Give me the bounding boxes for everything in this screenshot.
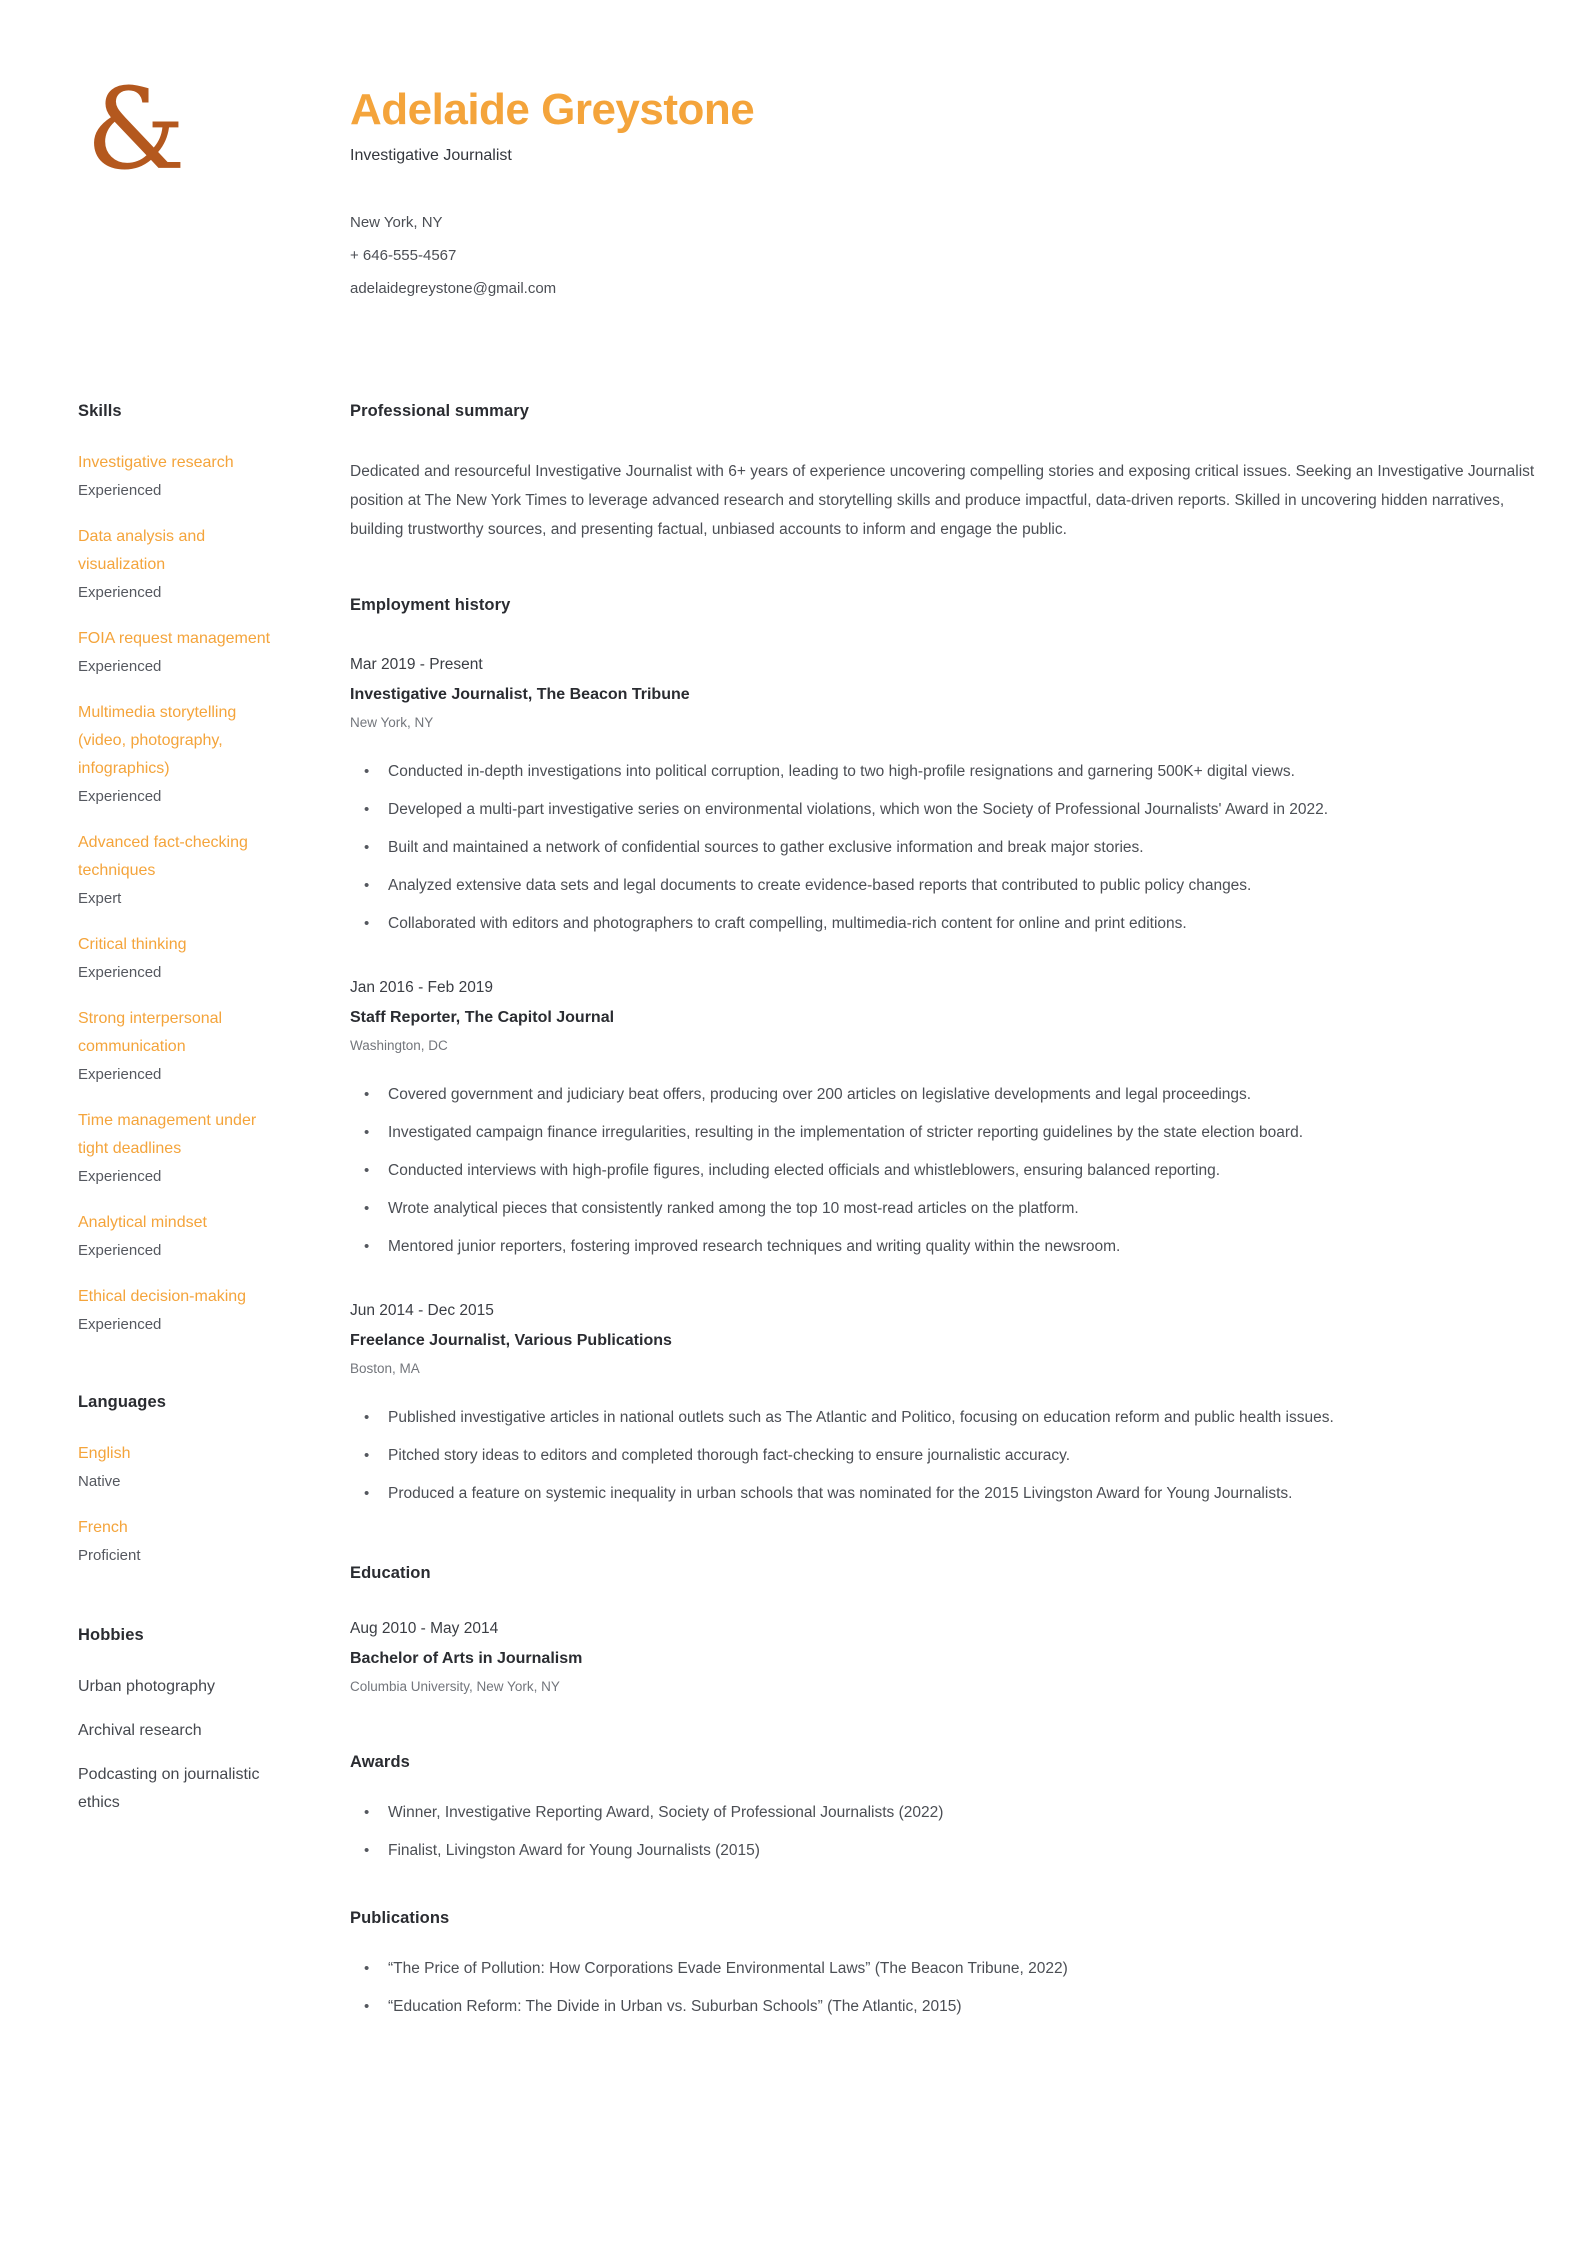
award-item: • Finalist, Livingston Award for Young Journalists (2015) [350, 1836, 1548, 1865]
skill-item [78, 1005, 288, 1089]
skill-item [78, 449, 288, 505]
skill-name: FOIA request management [78, 630, 271, 648]
skill-level: Experienced [78, 584, 162, 602]
skill-level: Experienced [78, 482, 162, 500]
job-role: Freelance Journalist, Various Publications [350, 1332, 672, 1350]
job-entry [350, 653, 1548, 938]
job-dates: Jun 2014 - Dec 2015 [350, 1302, 494, 1320]
publication-item: • “Education Reform: The Divide in Urban vs. Suburban Schools” (The Atlantic, 2015) [350, 1992, 1548, 2021]
job-location: Washington, DC [350, 1038, 448, 1054]
logo-cell [78, 65, 350, 195]
skill-name: Analytical mindset [78, 1214, 207, 1232]
skill-item [78, 699, 288, 811]
job-dates: Mar 2019 - Present [350, 656, 483, 674]
content-columns [78, 402, 1558, 2030]
job-bullet: • Collaborated with editors and photographers to craft compelling, multimedia-rich content for online and print editions. [350, 909, 1548, 938]
job-bullet: • Analyzed extensive data sets and legal documents to create evidence-based reports that contributed to public policy changes. [350, 871, 1548, 900]
language-item [78, 1514, 288, 1570]
summary-text: Dedicated and resourceful Investigative Journalist with 6+ years of experience uncovering compelling stories and exposing critical issues. Seeking an Investigative Journalist position at The New York Times to leverage advanced research and storytelling skills and produce impactful, data-driven reports. Skilled in uncovering hidden narratives, building trustworthy sources, and presenting factual, unbiased accounts to inform and engage the public. [350, 463, 1535, 539]
job-bullet: • Developed a multi-part investigative series on environmental violations, which won the Society of Professional Journalists' Award in 2022. [350, 795, 1548, 824]
job-entry [350, 976, 1548, 1261]
skill-level: Experienced [78, 964, 162, 982]
job-bullets [350, 757, 1548, 938]
job-bullet: • Wrote analytical pieces that consistently ranked among the top 10 most-read articles on the platform. [350, 1194, 1548, 1223]
main-column [350, 402, 1558, 2030]
job-location: Boston, MA [350, 1361, 420, 1377]
hobbies-section [78, 1626, 288, 1817]
skill-name: Data analysis and visualization [78, 528, 206, 574]
job-bullet: • Investigated campaign finance irregularities, resulting in the implementation of stricter reporting guidelines by the state election board. [350, 1118, 1548, 1147]
skill-name: Advanced fact-checking techniques [78, 834, 248, 880]
skill-item [78, 931, 288, 987]
skills-list [78, 449, 288, 1339]
education-degree: Bachelor of Arts in Journalism [350, 1650, 583, 1668]
publications-section [350, 1909, 1548, 2021]
skill-item [78, 829, 288, 913]
contact-location: New York, NY [350, 214, 443, 232]
skill-name: Investigative research [78, 454, 234, 472]
skill-item [78, 1283, 288, 1339]
job-location: New York, NY [350, 715, 434, 731]
language-name: English [78, 1445, 131, 1463]
language-level: Native [78, 1473, 121, 1491]
skills-heading: Skills [78, 402, 122, 421]
award-item: • Winner, Investigative Reporting Award, Society of Professional Journalists (2022) [350, 1798, 1548, 1827]
languages-section [78, 1393, 288, 1570]
job-entry [350, 1299, 1548, 1508]
education-dates: Aug 2010 - May 2014 [350, 1620, 499, 1638]
publications-heading: Publications [350, 1909, 450, 1928]
job-bullet: • Covered government and judiciary beat offers, producing over 200 articles on legislative developments and legal proceedings. [350, 1080, 1548, 1109]
summary-section [350, 402, 1548, 544]
languages-list [78, 1440, 288, 1570]
publication-item: • “The Price of Pollution: How Corporations Evade Environmental Laws” (The Beacon Tribune, 2022) [350, 1954, 1548, 1983]
summary-heading: Professional summary [350, 402, 529, 421]
skill-item [78, 523, 288, 607]
contact-email: adelaidegreystone@gmail.com [350, 280, 557, 298]
job-role: Staff Reporter, The Capitol Journal [350, 1009, 615, 1027]
skill-level: Experienced [78, 1168, 162, 1186]
skill-level: Experienced [78, 658, 162, 676]
skill-level: Experienced [78, 1316, 162, 1334]
job-bullet: • Produced a feature on systemic inequality in urban schools that was nominated for the 2015 Livingston Award for Young Journalists. [350, 1479, 1548, 1508]
job-bullet: • Pitched story ideas to editors and completed thorough fact-checking to ensure journalistic accuracy. [350, 1441, 1548, 1470]
skill-name: Critical thinking [78, 936, 187, 954]
job-bullet: • Mentored junior reporters, fostering improved research techniques and writing quality within the newsroom. [350, 1232, 1548, 1261]
job-bullet: • Built and maintained a network of confidential sources to gather exclusive information and break major stories. [350, 833, 1548, 862]
sidebar [78, 402, 350, 2030]
header [78, 65, 1558, 310]
skill-item [78, 1209, 288, 1265]
employment-section [350, 596, 1548, 1508]
skill-level: Experienced [78, 788, 162, 806]
skill-item [78, 625, 288, 681]
education-school: Columbia University, New York, NY [350, 1679, 560, 1695]
languages-heading: Languages [78, 1393, 167, 1412]
header-text [350, 85, 754, 310]
skill-name: Ethical decision-making [78, 1288, 247, 1306]
job-bullets [350, 1080, 1548, 1261]
awards-heading: Awards [350, 1753, 410, 1772]
hobbies-list [78, 1673, 288, 1817]
candidate-name: Adelaide Greystone [350, 85, 755, 134]
education-section [350, 1564, 1548, 1697]
job-bullets [350, 1403, 1548, 1508]
education-heading: Education [350, 1564, 431, 1583]
hobby-item: Podcasting on journalistic ethics [78, 1766, 260, 1812]
job-dates: Jan 2016 - Feb 2019 [350, 979, 494, 997]
skill-name: Strong interpersonal communication [78, 1010, 223, 1056]
awards-list [350, 1798, 1548, 1865]
employment-heading: Employment history [350, 596, 511, 615]
job-role: Investigative Journalist, The Beacon Tribune [350, 686, 690, 704]
skill-level: Expert [78, 890, 122, 908]
language-name: French [78, 1519, 128, 1537]
candidate-job-title: Investigative Journalist [350, 147, 512, 165]
skill-name: Multimedia storytelling (video, photography, infographics) [78, 704, 237, 778]
skill-level: Experienced [78, 1066, 162, 1084]
language-item [78, 1440, 288, 1496]
job-bullet: • Published investigative articles in national outlets such as The Atlantic and Politico, focusing on education reform and public health issues. [350, 1403, 1548, 1432]
hobby-item: Archival research [78, 1722, 202, 1740]
contact-block [350, 211, 754, 300]
ampersand-logo-icon: & [86, 65, 186, 195]
job-bullet: • Conducted interviews with high-profile figures, including elected officials and whistleblowers, ensuring balanced reporting. [350, 1156, 1548, 1185]
hobby-item: Urban photography [78, 1678, 215, 1696]
skills-section [78, 402, 288, 1339]
skill-item [78, 1107, 288, 1191]
awards-section [350, 1753, 1548, 1865]
job-bullet: • Conducted in-depth investigations into political corruption, leading to two high-profile resignations and garnering 500K+ digital views. [350, 757, 1548, 786]
skill-level: Experienced [78, 1242, 162, 1260]
skill-name: Time management under tight deadlines [78, 1112, 257, 1158]
publications-list [350, 1954, 1548, 2021]
hobbies-heading: Hobbies [78, 1626, 144, 1645]
language-level: Proficient [78, 1547, 141, 1565]
contact-phone: + 646-555-4567 [350, 247, 457, 265]
